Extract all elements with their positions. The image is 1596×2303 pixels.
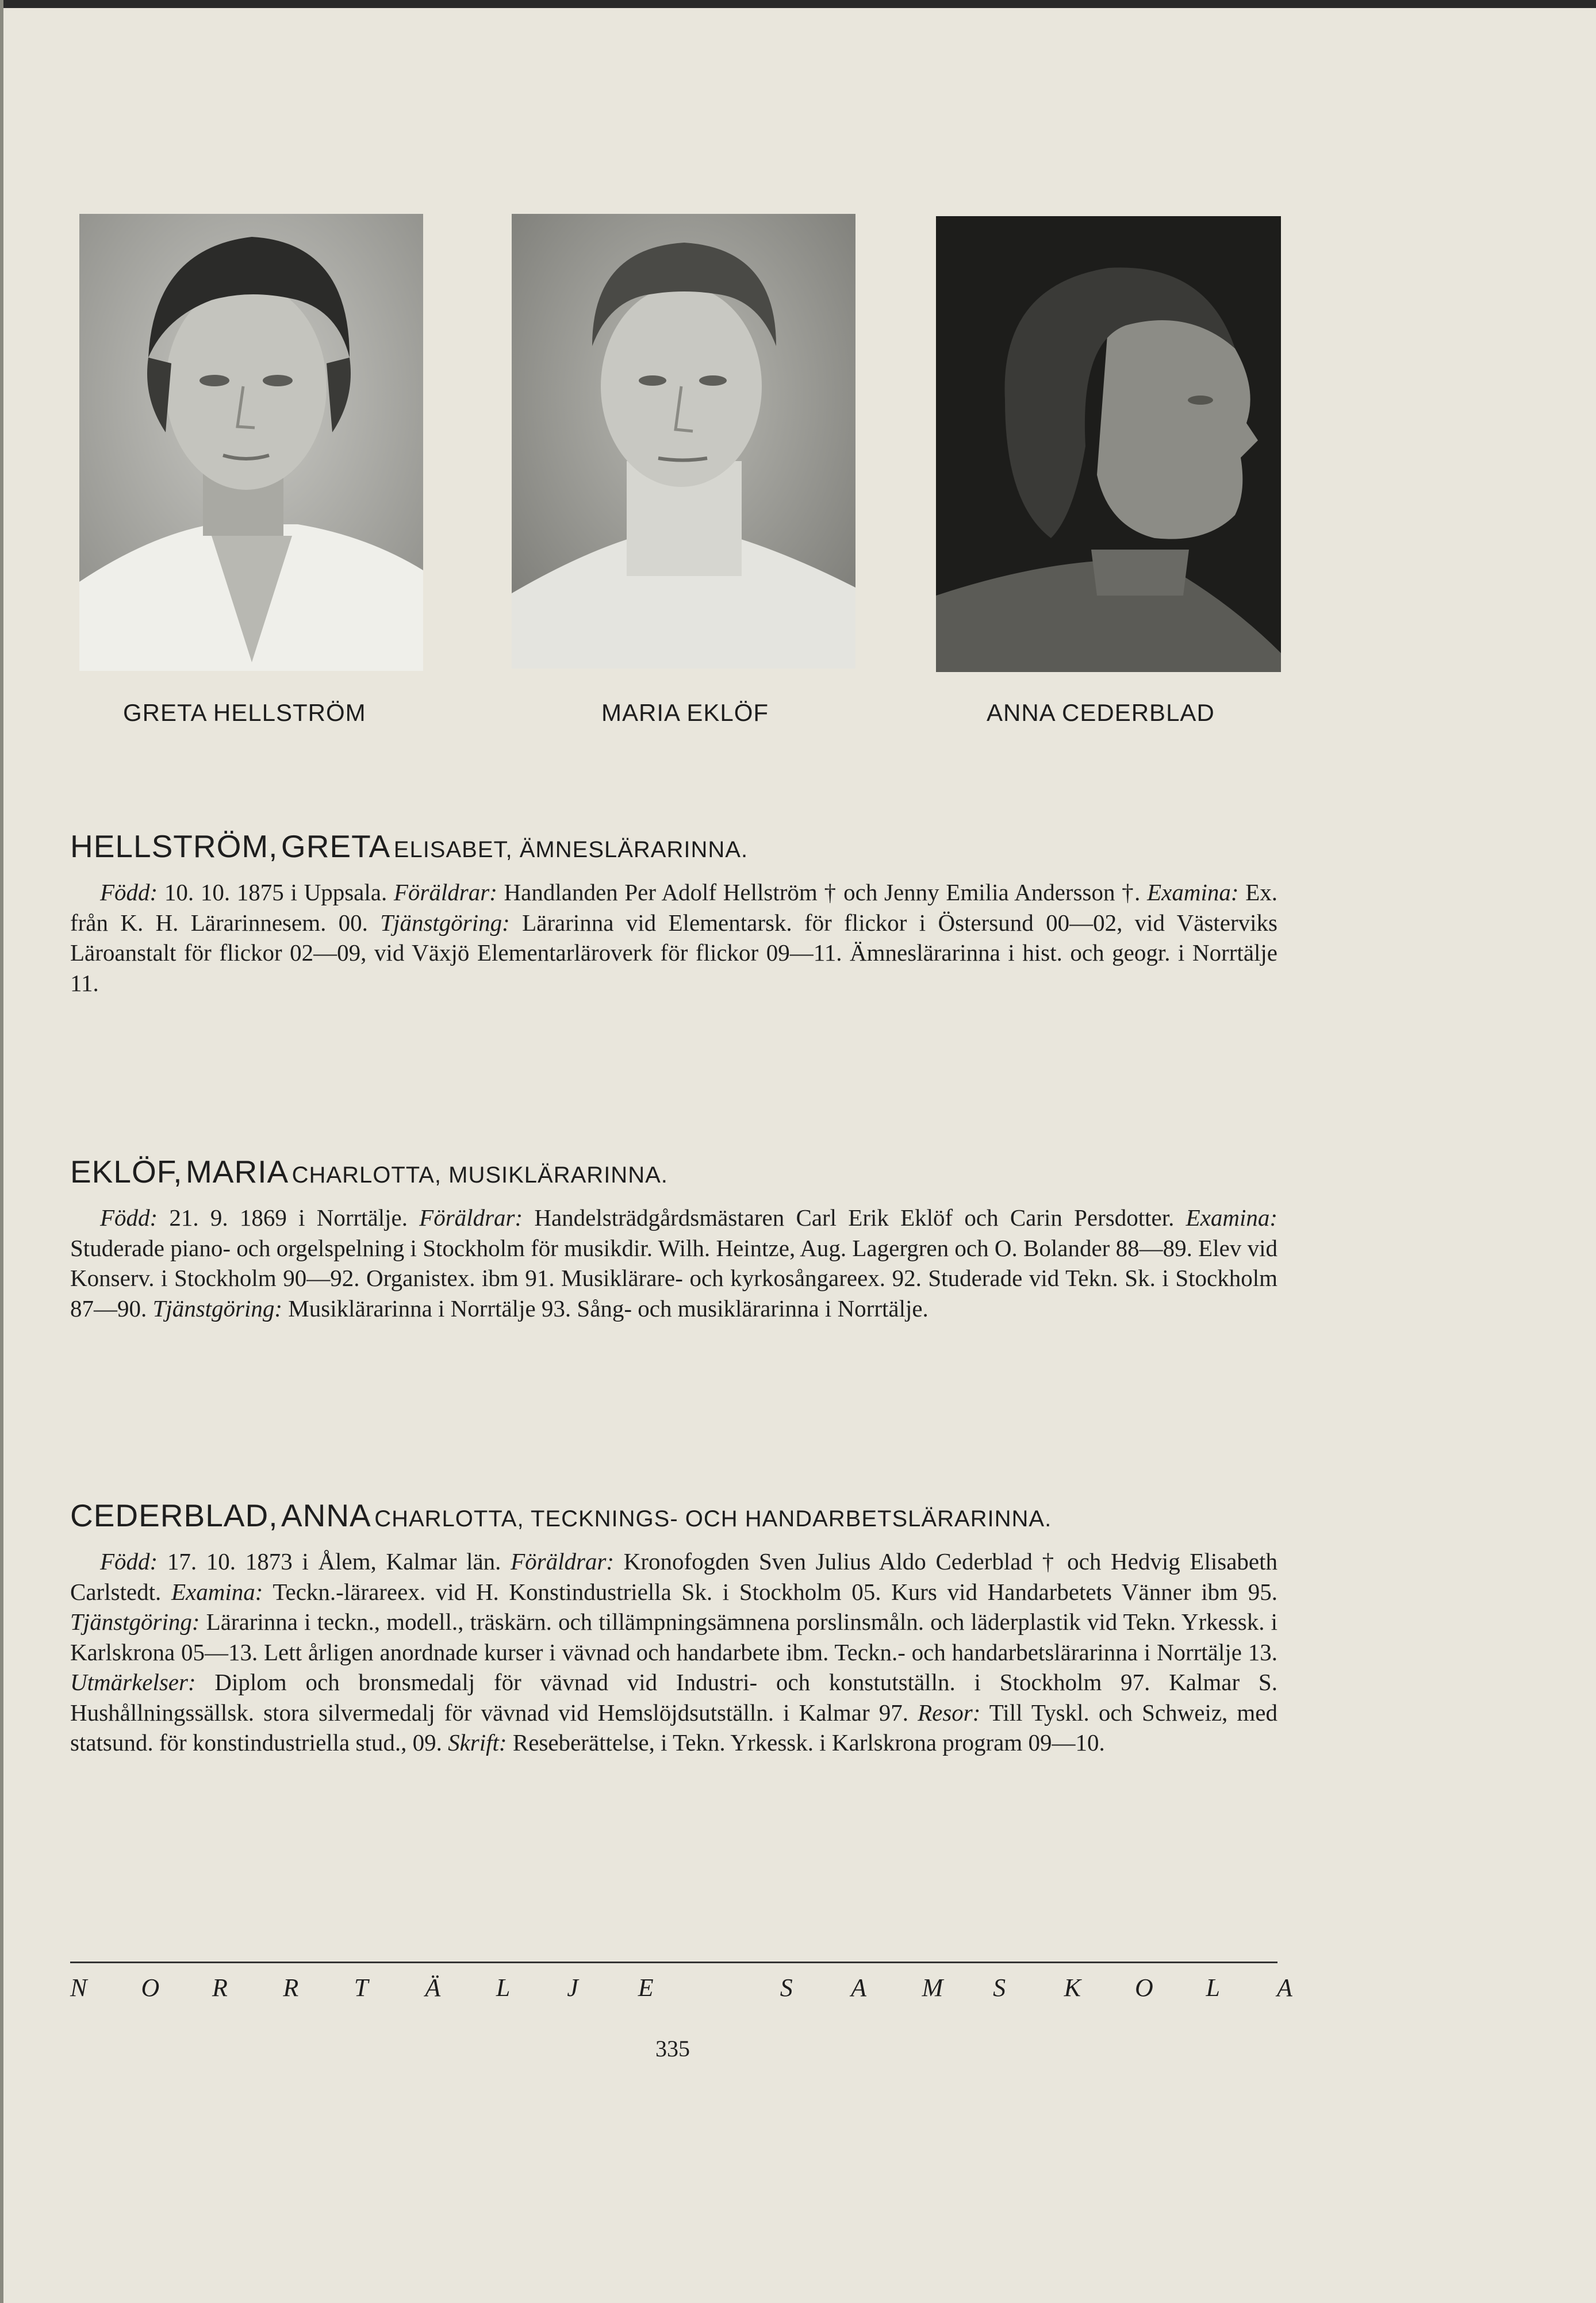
entry-title: CHARLOTTA, MUSIKLÄRARINNA. [291, 1162, 668, 1188]
field-text: Ex. från K. H. Lärarinnesem. 00. [70, 879, 1277, 936]
page-number: 335 [655, 2036, 690, 2062]
field-text: Handelsträdgårdsmästaren Carl Erik Eklöf och Carin Persdotter. [523, 1204, 1186, 1231]
entry-surname: EKLÖF, [70, 1154, 183, 1189]
footer-letter: J [567, 1974, 578, 2002]
footer-letter: L [496, 1974, 511, 2002]
entry-heading [70, 828, 1277, 865]
entry-heading [70, 1497, 1277, 1534]
footer-letter: S [780, 1974, 793, 2002]
entry-surname: CEDERBLAD, [70, 1498, 278, 1533]
entry-surname: HELLSTRÖM, [70, 828, 278, 864]
field-label: Skrift: [448, 1729, 507, 1756]
field-text: Musiklärarinna i Norrtälje 93. Sång- och musiklärarinna i Norrtälje. [282, 1295, 929, 1322]
biography-entry-cederblad [70, 1497, 1277, 1758]
field-label: Tjänstgöring: [70, 1609, 200, 1635]
field-text: Reseberättelse, i Tekn. Yrkessk. i Karlskrona program 09—10. [507, 1729, 1105, 1756]
footer-letter: Ä [425, 1974, 441, 2002]
footer-letter: S [993, 1974, 1006, 2002]
field-label: Examina: [1147, 879, 1239, 905]
portrait-caption: MARIA EKLÖF [601, 699, 769, 726]
field-label: Tjänstgöring: [380, 909, 510, 936]
field-label: Examina: [1186, 1204, 1277, 1231]
field-text: 17. 10. 1873 i Ålem, Kalmar län. [158, 1548, 511, 1575]
field-text: Till Tyskl. och Schweiz, med statsund. för konstindustriella stud., 09. [70, 1699, 1277, 1756]
biography-entry-eklof [70, 1153, 1277, 1323]
footer-letter: A [851, 1974, 867, 2002]
page-left-edge [0, 0, 3, 2303]
entry-given-name: GRETA [281, 828, 391, 864]
field-label: Född: [100, 879, 158, 905]
footer-letter: L [1206, 1974, 1220, 2002]
field-label: Föräldrar: [511, 1548, 615, 1575]
entry-text [70, 877, 1277, 998]
footer-letter: O [1135, 1974, 1153, 2002]
biography-entry-hellstrom [70, 828, 1277, 998]
field-label: Föräldrar: [393, 879, 497, 905]
field-text: Studerade piano- och orgelspelning i Stockholm för musikdir. Wilh. Heintze, Aug. Lagergren och O. Bolander 88—89. Elev vid Konserv. i Stockholm 90—92. Organistex. ibm 91. Musiklärare- och kyrkosångareex. 92. Studerade vid Tekn. Sk. i Stockholm 87—90. [70, 1234, 1277, 1322]
field-label: Tjänstgöring: [152, 1295, 283, 1322]
entry-text [70, 1203, 1277, 1323]
page-top-edge [0, 0, 1596, 8]
entry-given-name: ANNA [281, 1498, 371, 1533]
field-text: 21. 9. 1869 i Norrtälje. [158, 1204, 420, 1231]
entry-given-name: MARIA [185, 1154, 289, 1189]
field-label: Född: [100, 1204, 158, 1231]
portrait-caption: ANNA CEDERBLAD [987, 699, 1215, 726]
field-label: Föräldrar: [419, 1204, 523, 1231]
field-label: Utmärkelser: [70, 1669, 196, 1695]
portrait-anna-cederblad [936, 216, 1281, 672]
field-text: Lärarinna vid Elementarsk. för flickor i Östersund 00—02, vid Västerviks Läroanstalt för flickor 02—09, vid Växjö Elementarläroverk för flickor 09—11. Ämneslärarinna i hist. och geogr. i Norrtälje 11. [70, 909, 1277, 996]
portrait-caption: GRETA HELLSTRÖM [123, 699, 366, 726]
portrait-maria-eklof [512, 214, 855, 669]
footer-letter: K [1064, 1974, 1081, 2002]
entry-title: ELISABET, ÄMNESLÄRARINNA. [393, 837, 749, 862]
footer-letter: A [1276, 1974, 1292, 2002]
footer-letter: T [354, 1974, 369, 2002]
field-text: Teckn.-lärareex. vid H. Konstindustriella Sk. i Stockholm 05. Kurs vid Handarbetets Vänner ibm 95. [263, 1578, 1277, 1605]
field-text: Kronofogden Sven Julius Aldo Cederblad † och Hedvig Elisabeth Carlstedt. [70, 1548, 1277, 1605]
portrait-greta-hellstrom [79, 214, 423, 671]
footer-letter: N [70, 1974, 87, 2002]
entry-text [70, 1546, 1277, 1758]
field-text: Diplom och bronsmedalj för vävnad vid Industri- och konstutställn. i Stockholm 97. Kalmar S. Hushållningssällsk. stora silvermedalj för vävnad vid Hemslöjdsutställn. i Kalmar 97. [70, 1669, 1277, 1726]
footer-rule [70, 1962, 1277, 1963]
footer-letter: R [283, 1974, 299, 2002]
entry-heading [70, 1153, 1277, 1190]
field-label: Född: [100, 1548, 158, 1575]
footer-letter: O [141, 1974, 160, 2002]
field-text: Lärarinna i teckn., modell., träskärn. och tillämpningsämnena porslinsmåln. och läderplastik vid Tekn. Yrkessk. i Karlskrona 05—13. Lett årligen anordnade kurser i vävnad och handarbete ibm. Teckn.- och handarbetslärarinna i Norrtälje 13. [70, 1609, 1277, 1665]
footer-letter: M [922, 1974, 943, 2002]
footer-letter: E [638, 1974, 654, 2002]
field-label: Examina: [171, 1578, 263, 1605]
entry-title: CHARLOTTA, TECKNINGS- OCH HANDARBETSLÄRARINNA. [374, 1506, 1052, 1532]
field-label: Resor: [918, 1699, 981, 1726]
footer-letter: R [212, 1974, 228, 2002]
running-footer-title [70, 1973, 1292, 2002]
field-text: 10. 10. 1875 i Uppsala. [158, 879, 394, 905]
field-text: Handlanden Per Adolf Hellström † och Jenny Emilia Andersson †. [497, 879, 1148, 905]
